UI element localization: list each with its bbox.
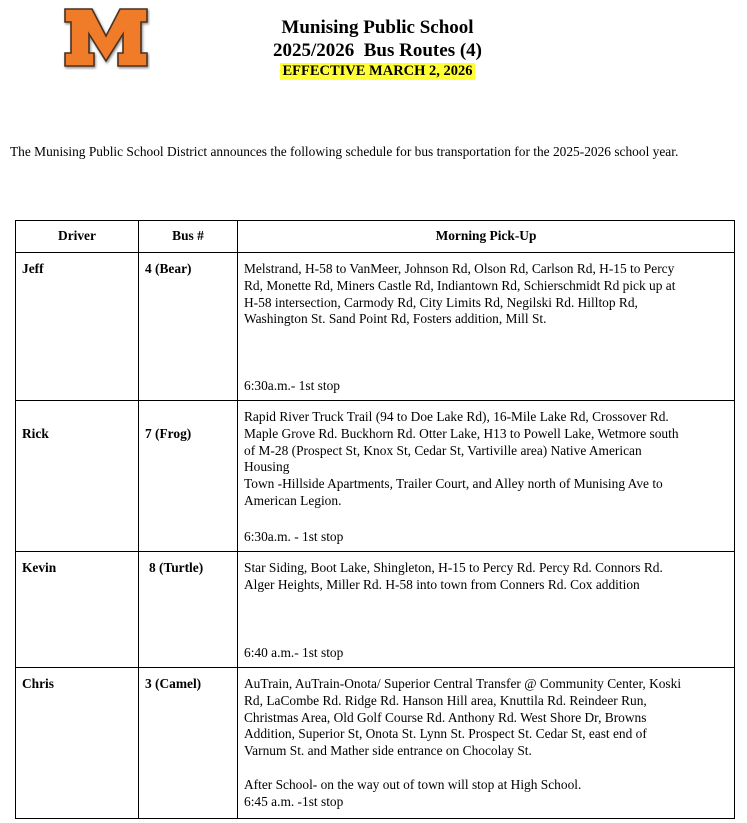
pickup-route-line: Rd, Monette Rd, Miners Castle Rd, Indiantown Rd, Schierschmidt Rd pick up at (244, 277, 676, 293)
first-stop-time: 6:30a.m.- 1st stop (244, 378, 340, 394)
school-name: Munising Public School (281, 17, 474, 38)
document-header (230, 16, 525, 80)
pickup-route-line: Maple Grove Rd. Buckhorn Rd. Otter Lake, H13 to Powell Lake, Wetmore south (244, 425, 679, 441)
pickup-cell (238, 253, 735, 401)
pickup-route-line: AuTrain, AuTrain-Onota/ Superior Central Transfer @ Community Center, Koski (244, 676, 682, 691)
pickup-route-line: Washington St. Sand Point Rd, Fosters addition, Mill St. (244, 311, 547, 327)
bus-number: 8 (Turtle) (149, 560, 204, 575)
bus-cell (139, 552, 238, 668)
driver-cell (16, 401, 139, 552)
school-m-logo-icon (62, 6, 150, 70)
driver-cell (16, 552, 139, 668)
table-row (16, 253, 735, 401)
pickup-route-line: Christmas Area, Old Golf Course Rd. Anthony Rd. West Shore Dr, Browns (244, 709, 647, 725)
table-row (16, 552, 735, 668)
pickup-route-line: Star Siding, Boot Lake, Shingleton, H-15 to Percy Rd. Percy Rd. Connors Rd. (244, 560, 663, 575)
pickup-route-line: Addition, Superior St, Onota St. Lynn St. Prospect St. Cedar St, east end of (244, 726, 647, 742)
driver-name: Rick (22, 426, 49, 441)
table-row (16, 668, 735, 819)
bus-cell (139, 253, 238, 401)
driver-name: Jeff (22, 261, 44, 276)
driver-name: Kevin (22, 560, 57, 575)
driver-cell (16, 668, 139, 819)
pickup-route-line: Housing (244, 459, 290, 475)
pickup-route-line: Varnum St. and Mather side entrance on Chocolay St. (244, 743, 532, 759)
table-header-row (16, 221, 735, 253)
bus-number: 7 (Frog) (145, 426, 192, 441)
after-school-note: After School- on the way out of town will stop at High School. (244, 776, 582, 792)
pickup-route-line: American Legion. (244, 492, 342, 508)
bus-routes-table (15, 220, 735, 819)
header-morning-pickup: Morning Pick-Up (238, 221, 735, 253)
pickup-route-line: Alger Heights, Miller Rd. H-58 into town from Conners Rd. Cox addition (244, 576, 640, 592)
spacer (244, 760, 728, 777)
bus-cell (139, 668, 238, 819)
table-row (16, 401, 735, 552)
pickup-route-line: H-58 intersection, Carmody Rd, City Limits Rd, Negilski Rd. Hilltop Rd, (244, 294, 638, 310)
first-stop-time: 6:40 a.m.- 1st stop (244, 645, 344, 661)
header-driver: Driver (16, 221, 139, 253)
pickup-route-line: Melstrand, H-58 to VanMeer, Johnson Rd, Olson Rd, Carlson Rd, H-15 to Percy (244, 261, 675, 276)
driver-cell (16, 253, 139, 401)
pickup-cell (238, 552, 735, 668)
bus-number: 4 (Bear) (145, 261, 192, 276)
first-stop-time: 6:30a.m. - 1st stop (244, 529, 344, 545)
header-bus-number: Bus # (139, 221, 238, 253)
pickup-cell (238, 401, 735, 552)
pickup-route-line: Rd, LaCombe Rd. Ridge Rd. Hanson Hill area, Knuttila Rd. Reindeer Run, (244, 692, 647, 708)
school-logo (62, 6, 150, 70)
bus-cell (139, 401, 238, 552)
bus-number: 3 (Camel) (145, 676, 202, 691)
intro-paragraph: The Munising Public School District announces the following schedule for bus transportation for the 2025-2026 school year. (10, 144, 679, 159)
pickup-route-line: of M-28 (Prospect St, Knox St, Cedar St, Vartiville area) Native American (244, 442, 642, 458)
pickup-route-line: Rapid River Truck Trail (94 to Doe Lake Rd), 16-Mile Lake Rd, Crossover Rd. (244, 409, 669, 424)
pickup-route-line: Town -Hillside Apartments, Trailer Court, and Alley north of Munising Ave to (244, 476, 663, 492)
driver-name: Chris (22, 676, 54, 691)
effective-date-highlight: EFFECTIVE MARCH 2, 2026 (282, 63, 473, 79)
routes-title: 2025/2026 Bus Routes (4) (272, 40, 482, 61)
pickup-cell (238, 668, 735, 819)
first-stop-time: 6:45 a.m. -1st stop (244, 793, 344, 809)
